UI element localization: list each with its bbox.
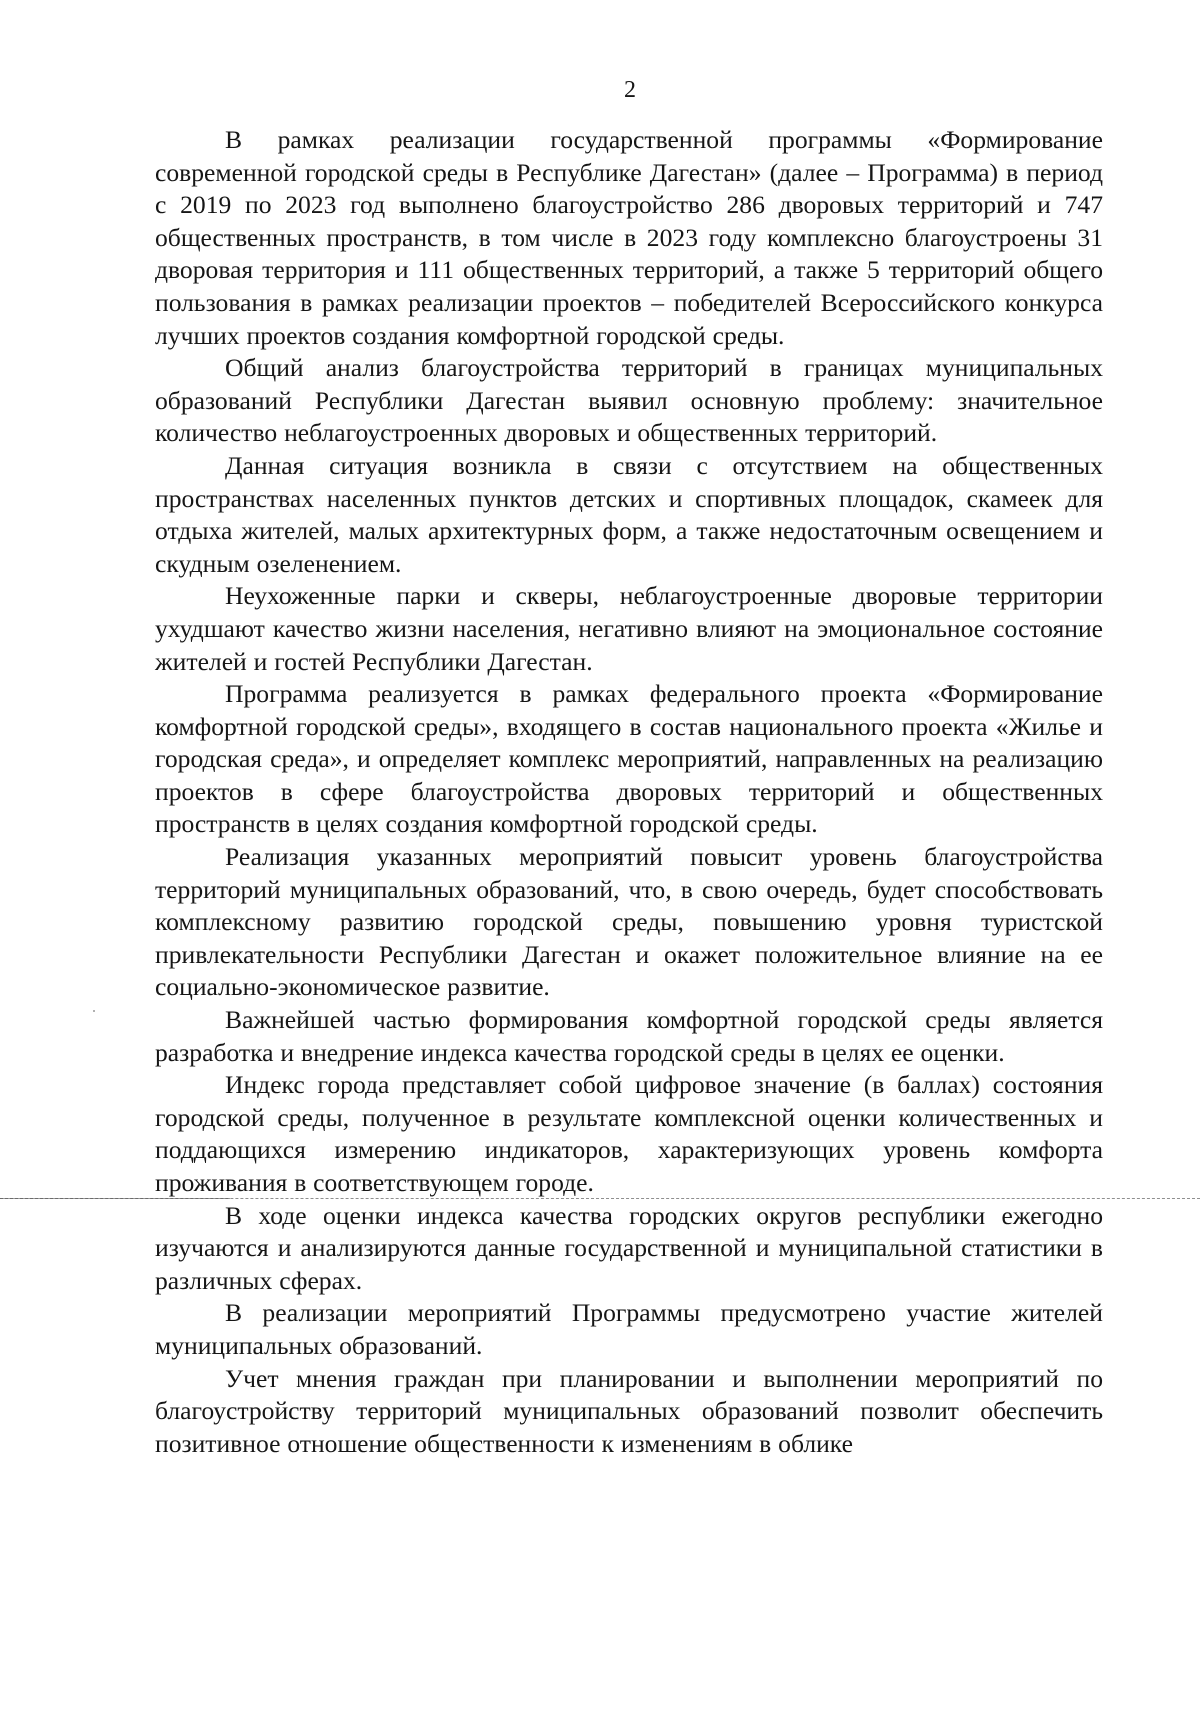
document-body bbox=[155, 124, 1103, 1460]
scan-speck bbox=[93, 1010, 95, 1012]
paragraph-index-evaluation: В ходе оценки индекса качества городских округов республики ежегодно изучаются и анализируются данные государственной и муниципальной статистики в различных сферах. bbox=[155, 1200, 1103, 1295]
paragraph-implementation-effect: Реализация указанных мероприятий повысит уровень благоустройства территорий муниципальных образований, что, в свою очередь, будет способствовать комплексному развитию городской среды, повышению уровня туристской привлекательности Республики Дагестан и окажет положительное влияние на ее социально-экономическое развитие. bbox=[155, 842, 1103, 1002]
paragraph-citizen-opinion: Учет мнения граждан при планировании и выполнении мероприятий по благоустройству территорий муниципальных образований позволит обеспечить позитивное отношение общественности к изменениям в облике bbox=[155, 1363, 1103, 1458]
paragraph-city-index: Индекс города представляет собой цифровое значение (в баллах) состояния городской среды, полученное в результате комплексной оценки количественных и поддающихся измерению индикаторов, характеризующих уровень комфорта проживания в соответствующем городе. bbox=[155, 1070, 1103, 1197]
page-number: 2 bbox=[624, 77, 636, 103]
paragraph-federal-project: Программа реализуется в рамках федерального проекта «Формирование комфортной городской среды», входящего в состав национального проекта «Жилье и городская среда», и определяет комплекс мероприятий, направленных на реализацию проектов в сфере благоустройства дворовых территорий и общественных пространств в целях создания комфортной городской среды. bbox=[155, 679, 1103, 839]
paragraph-neglected-parks: Неухоженные парки и скверы, неблагоустроенные дворовые территории ухудшают качество жизни населения, негативно влияют на эмоциональное состояние жителей и гостей Республики Дагестан. bbox=[155, 581, 1103, 676]
paragraph-general-analysis: Общий анализ благоустройства территорий в границах муниципальных образований Республики Дагестан выявил основную проблему: значительное количество неблагоустроенных дворовых и общественных территорий. bbox=[155, 353, 1103, 448]
paragraph-quality-index: Важнейшей частью формирования комфортной городской среды является разработка и внедрение индекса качества городской среды в целях ее оценки. bbox=[155, 1005, 1103, 1067]
scan-artifact-line-left bbox=[0, 1198, 230, 1199]
paragraph-resident-participation: В реализации мероприятий Программы предусмотрено участие жителей муниципальных образований. bbox=[155, 1298, 1103, 1360]
paragraph-program-results: В рамках реализации государственной программы «Формирование современной городской среды в Республике Дагестан» (далее – Программа) в период с 2019 по 2023 год выполнено благоустройство 286 дворовых территорий и 747 общественных пространств, в том числе в 2023 году комплексно благоустроены 31 дворовая территория и 111 общественных территорий, а также 5 территорий общего пользования в рамках реализации проектов – победителей Всероссийского конкурса лучших проектов создания комфортной городской среды. bbox=[155, 125, 1103, 350]
paragraph-situation: Данная ситуация возникла в связи с отсутствием на общественных пространствах населенных пунктов детских и спортивных площадок, скамеек для отдыха жителей, малых архитектурных форм, а также недостаточным освещением и скудным озеленением. bbox=[155, 450, 1103, 578]
